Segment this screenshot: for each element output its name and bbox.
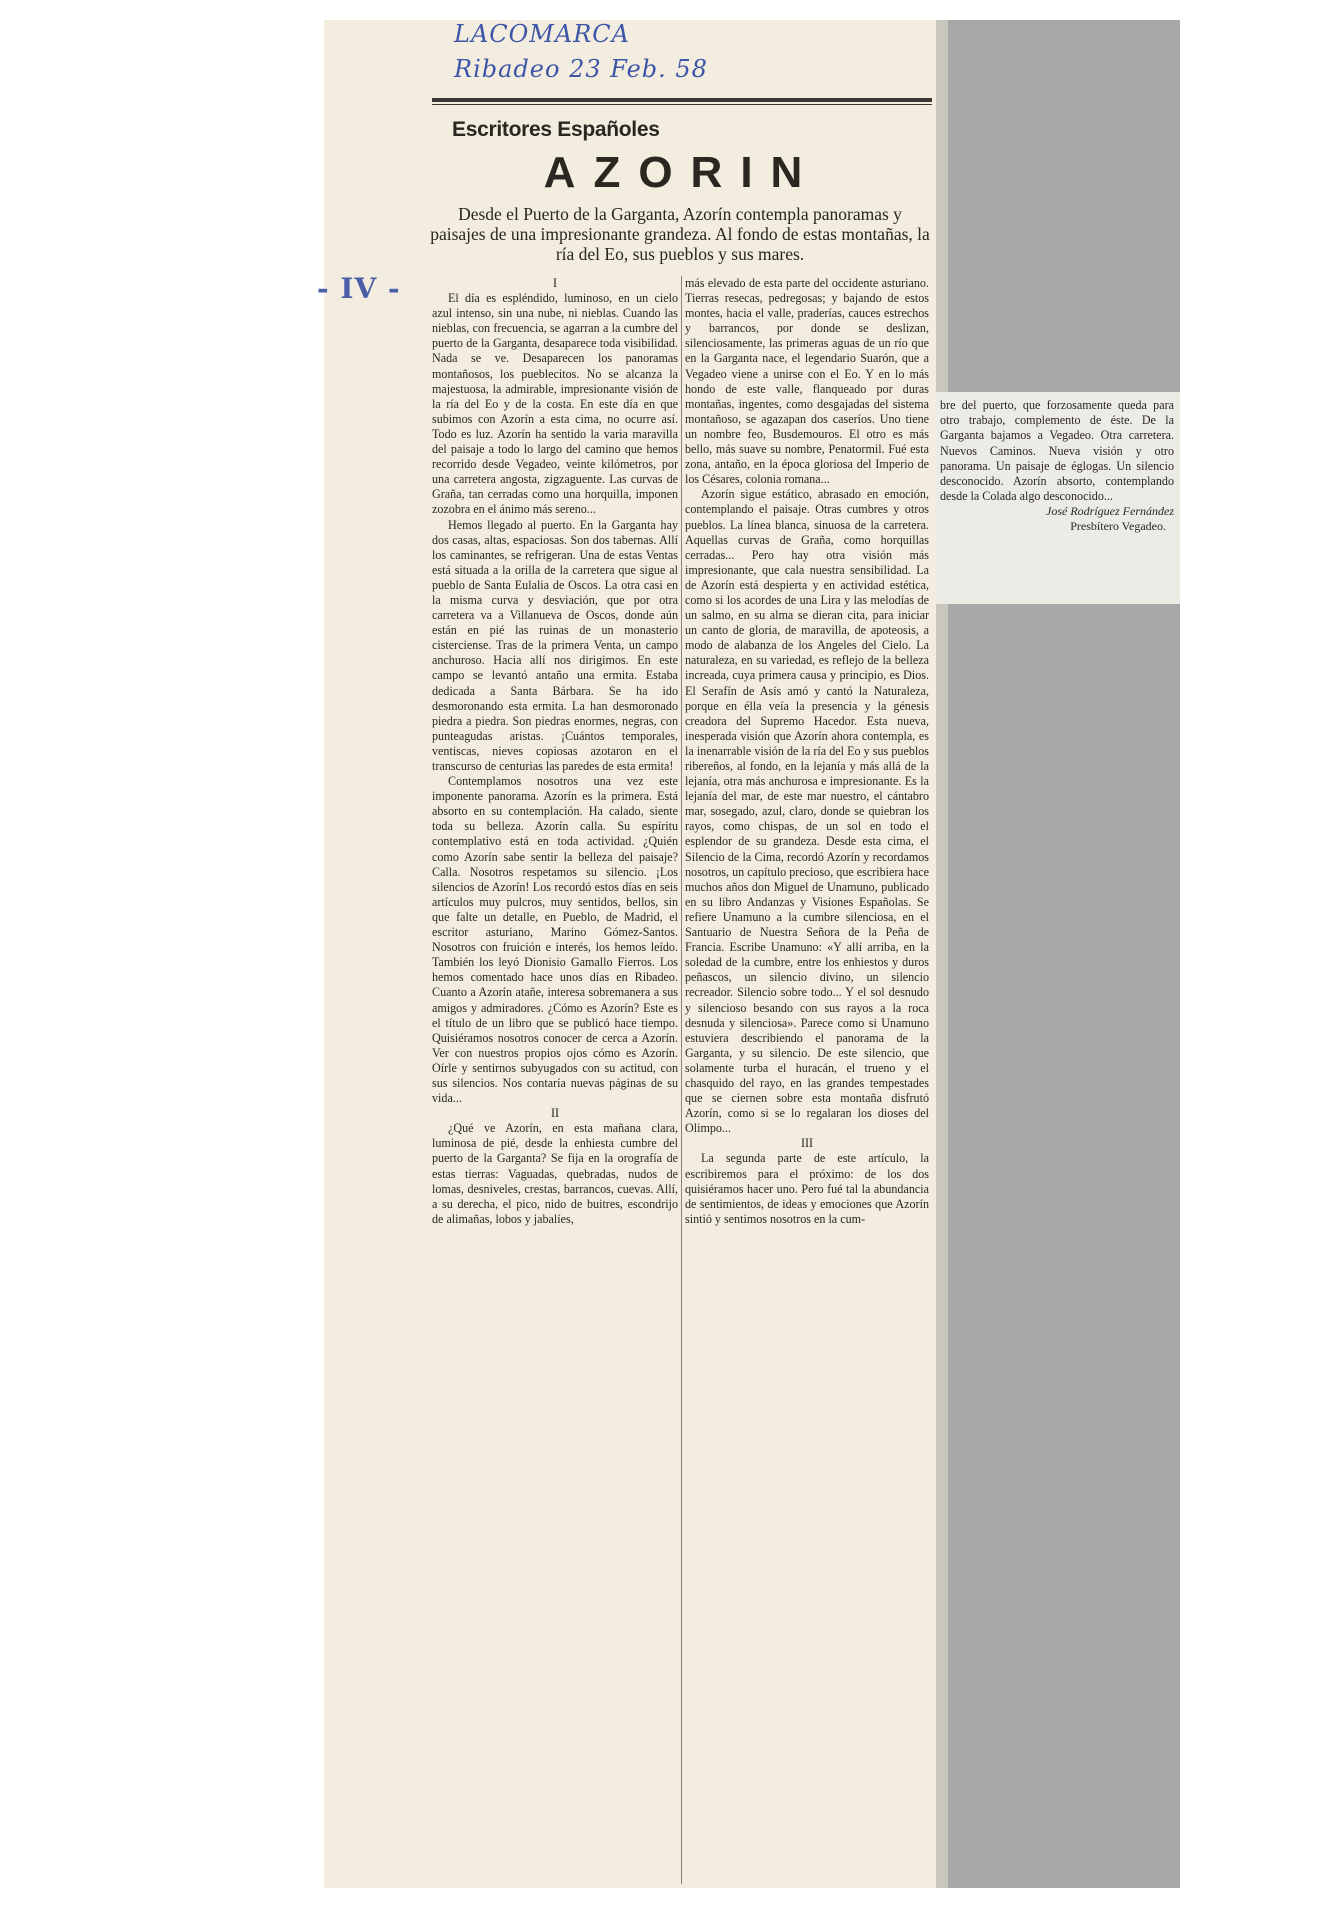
paragraph: ¿Qué ve Azorín, en esta mañana clara, luminosa de pié, desde la enhiesta cumbre del puerto de la Garganta? Se fija en la orografía de estas tierras: Vaguadas, quebradas, nudos de lomas, desniveles, crestas, barrancos, cuevas. Allí, a su derecha, el pico, nido de buitres, escondrijo de alimañas, lobos y jabalíes, — [432, 1121, 678, 1226]
paragraph: Hemos llegado al puerto. En la Garganta hay dos casas, altas, espaciosas. Son dos tabernas. Allí los caminantes, se refrigeran. Una de estas Ventas está situada a la orilla de la carretera que sigue al pueblo de Santa Eulalia de Oscos. La otra casi en la misma curva y desviación, que por otra carretera va a Villanueva de Oscos, donde aún están en pié las ruinas de un monasterio cisterciense. Tras de la primera Venta, un campo anchuroso. Hacia allí nos dirigimos. En este campo se levantó antaño una ermita. Estaba dedicada a Santa Bárbara. Se ha ido desmoronando esta ermita. La han desmoronado piedra a piedra. Son piedras enormes, negras, con punteagudas aristas. ¡Cuántos temporales, ventiscas, nieves copiosas azotaron en el transcurso de centurias las paredes de esta ermita! — [432, 517, 678, 773]
paragraph: Contemplamos nosotros una vez este imponente panorama. Azorín es la primera. Está absorto en su contemplación. Ha calado, siente toda su belleza. Azorín calla. Su espíritu contemplativo está en toda actividad. ¿Quién como Azorín sabe sentir la belleza del paisaje? Calla. Nosotros respetamos su silencio. ¡Los silencios de Azorín! Los recordó estos días en seis artículos muy pulcros, muy sentidos, bellos, sin que falte un detalle, en Pueblo, de Madrid, el escritor asturiano, Marino Gómez-Santos. Nosotros con fruición e interés, los hemos leído. También los leyó Dionisio Gamallo Fierros. Los hemos comentado hace unos días en Ribadeo. Cuanto a Azorín atañe, interesa sobremanera a sus amigos y admiradores. ¿Cómo es Azorín? Este es el título de un libro que se publicó hace tiempo. Quisiéramos nosotros conocer de cerca a Azorín. Ver con nuestros propios ojos cómo es Azorín. Oírle y sentirnos subyugados con su actitud, con sus silencios. Nos contaría nuevas páginas de su vida... — [432, 774, 678, 1106]
author-signature: José Rodríguez Fernández — [1046, 504, 1174, 519]
paragraph: El día es espléndido, luminoso, en un cielo azul intenso, sin una nube, ni nieblas. Cuando las nieblas, con frecuencia, se agarran a la cumbre del puerto de la Garganta, desaparece toda visibilidad. Nada se ve. Desaparecen los panoramas montañosos, los pueblecitos. No se alcanza la majestuosa, la admirable, impresionante visión de la ría del Eo y de la costa. En este día en que subimos con Azorín a esta cima, no ocurre así. Todo es luz. Azorín ha sentido la varia maravilla del paisaje a todo lo largo del camino que hemos recorrido desde Vegadeo, veinte kilómetros, por una carretera angosta, zigzaguente. Las curvas de Graña, tan cerradas como una horquilla, imponen zozobra en el ánimo más sereno... — [432, 291, 678, 517]
part-number: II — [550, 1106, 560, 1121]
part-number: I — [552, 276, 558, 290]
continuation-text-block — [940, 398, 1174, 534]
handwritten-publication: LACOMARCA — [454, 20, 630, 48]
article-title: AZORIN — [543, 148, 821, 197]
column-1 — [432, 276, 678, 1227]
paragraph: más elevado de esta parte del occidente asturiano. Tierras resecas, pedregosas; y bajando de estos montes, hacia el valle, praderías, cauces estrechos y barrancos, por donde se deslizan, silenciosamente, las primeras aguas de un río que en la Garganta nace, el legendario Suarón, que a Vegadeo viene a unirse con el Eo. Y en lo más hondo de este valle, flanqueado por duras montañas, ingentes, como desgajadas del sistema montañoso, se agazapan dos caseríos. Uno tiene un nombre feo, Busdemouros. El otro es más bello, más suave su nombre, Penatormil. Fué esta zona, antaño, en la época gloriosa del Imperio de los Césares, colonia romana... — [685, 276, 929, 487]
part-number: III — [800, 1136, 814, 1151]
paper-fold-edge — [936, 20, 948, 1888]
header-rule-thin — [432, 104, 932, 105]
scan-background — [936, 20, 1180, 1888]
paragraph: La segunda parte de este artículo, la escribiremos para el próximo: de los dos quisiéramos hacer uno. Pero fué tal la abundancia de sentimientos, de ideas y emociones que Azorín sintió y sentimos nosotros en la cum- — [685, 1151, 929, 1226]
column-2 — [685, 276, 929, 1227]
handwritten-margin-mark: - IV - — [317, 272, 401, 305]
handwritten-date: Ribadeo 23 Feb. 58 — [454, 55, 708, 83]
column-divider — [681, 276, 682, 1884]
author-role: Presbítero Vegadeo. — [1070, 519, 1166, 534]
section-heading: Escritores Españoles — [452, 118, 660, 141]
paragraph: Azorín sigue estático, abrasado en emoción, contemplando el paisaje. Otras cumbres y otros pueblos. La línea blanca, sinuosa de la carretera. Aquellas curvas de Graña, como horquillas cerradas... Pero hay otra visión más impresionante, que cala nuestra sensibilidad. La de Azorín está despierta y en actividad estética, como si los acordes de una Lira y las melodías de un salmo, en su alma se dieran cita, para iniciar un canto de gloria, de maravilla, de apoteosis, a modo de alabanza de los Angeles del Cielo. La naturaleza, en su variedad, es reflejo de la belleza increada, cuya primera causa y principio, es Dios. El Serafín de Asís amó y cantó la Naturaleza, porque en élla veía la presencia y la génesis creadora del Supremo Hacedor. Esta nueva, inesperada visión que Azorín ahora contempla, es la inenarrable visión de la ría del Eo y sus pueblos ribereños, al fondo, en la lejanía y más allá de la lejanía, otra más anchurosa e impresionante. Es la lejanía del mar, de este mar nuestro, el cántabro mar, sosegado, azul, claro, donde se quiebran los rayos, como chispas, de un sol en todo el esplendor de su grandeza. Desde esta cima, el Silencio de la Cima, recordó Azorín y recordamos nosotros, un capítulo precioso, que escribiera hace muchos años don Miguel de Unamuno, publicado en su libro Andanzas y Visiones Españolas. Se refiere Unamuno a la cumbre silenciosa, en el Santuario de Nuestra Señora de la Peña de Francia. Escribe Unamuno: «Y allí arriba, en la soledad de la cumbre, entre los enhiestos y duros peñascos, un silencio divino, un silencio recreador. Silencio sobre todo... Y el sol desnudo y silencioso besando con sus rayos a la roca desnuda y silenciosa». Parece como si Unamuno estuviera describiendo el panorama de la Garganta, y su silencio. De este silencio, que solamente turba el huracán, el trueno y el chasquido del rayo, en las grandes tempestades que se ciernen sobre esta montaña disfrutó Azorín, como si se lo regalaran los dioses del Olimpo... — [685, 487, 929, 1136]
header-rule — [432, 98, 932, 102]
article-lede: Desde el Puerto de la Garganta, Azorín contempla panoramas y paisajes de una impresionante grandeza. Al fondo de estas montañas, la ría del Eo, sus pueblos y sus mares. — [430, 204, 930, 264]
continuation-paragraph: bre del puerto, que forzosamente queda para otro trabajo, complemento de éste. De la Garganta bajamos a Vegadeo. Otra carretera. Nuevos Caminos. Nueva visión y otro panorama. Un paisaje de églogas. Un silencio desconocido. Azorín absorto, contemplando desde la Colada algo desconocido... — [940, 398, 1174, 504]
